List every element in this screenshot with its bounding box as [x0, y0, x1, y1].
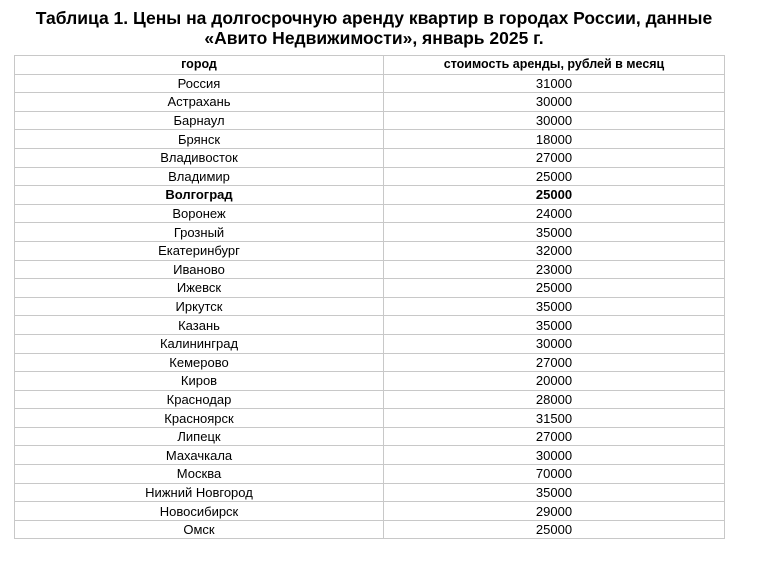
table-row: [15, 148, 725, 167]
price-cell: 32000: [384, 241, 725, 260]
price-cell: 23000: [384, 260, 725, 279]
table-row: [15, 223, 725, 242]
city-cell: Махачкала: [15, 446, 384, 465]
price-cell: 25000: [384, 279, 725, 298]
city-cell: Новосибирск: [15, 502, 384, 521]
table-row: [15, 167, 725, 186]
price-cell: 25000: [384, 520, 725, 539]
table-row: [15, 204, 725, 223]
table-row: [15, 316, 725, 335]
city-cell: Иркутск: [15, 297, 384, 316]
price-cell: 30000: [384, 334, 725, 353]
table-row: [15, 353, 725, 372]
table-row: [15, 446, 725, 465]
header-price: стоимость аренды, рублей в месяц: [384, 56, 725, 75]
price-cell: 27000: [384, 148, 725, 167]
city-cell: Астрахань: [15, 93, 384, 112]
table-row: [15, 297, 725, 316]
price-cell: 25000: [384, 167, 725, 186]
table-row: [15, 279, 725, 298]
city-cell: Россия: [15, 74, 384, 93]
city-cell: Барнаул: [15, 111, 384, 130]
table-row: [15, 111, 725, 130]
city-cell: Владивосток: [15, 148, 384, 167]
city-cell: Екатеринбург: [15, 241, 384, 260]
city-cell: Брянск: [15, 130, 384, 149]
city-cell: Киров: [15, 372, 384, 391]
price-cell: 35000: [384, 223, 725, 242]
city-cell: Нижний Новгород: [15, 483, 384, 502]
city-cell: Казань: [15, 316, 384, 335]
city-cell: Омск: [15, 520, 384, 539]
city-cell: Владимир: [15, 167, 384, 186]
price-cell: 70000: [384, 465, 725, 484]
price-cell: 30000: [384, 93, 725, 112]
price-cell: 27000: [384, 353, 725, 372]
table-row: [15, 502, 725, 521]
price-cell: 28000: [384, 390, 725, 409]
price-cell: 30000: [384, 446, 725, 465]
price-cell: 35000: [384, 297, 725, 316]
city-cell: Волгоград: [15, 186, 384, 205]
city-cell: Кемерово: [15, 353, 384, 372]
price-cell: 29000: [384, 502, 725, 521]
table-row: [15, 483, 725, 502]
table-row: [15, 465, 725, 484]
table-row: [15, 186, 725, 205]
city-cell: Ижевск: [15, 279, 384, 298]
price-cell: 20000: [384, 372, 725, 391]
price-cell: 35000: [384, 316, 725, 335]
price-cell: 24000: [384, 204, 725, 223]
city-cell: Липецк: [15, 427, 384, 446]
table-row: [15, 260, 725, 279]
table-row: [15, 409, 725, 428]
city-cell: Красноярск: [15, 409, 384, 428]
table-row: [15, 427, 725, 446]
table-header-row: [15, 56, 725, 75]
table-row: [15, 372, 725, 391]
table-row: [15, 390, 725, 409]
price-cell: 35000: [384, 483, 725, 502]
city-cell: Воронеж: [15, 204, 384, 223]
price-cell: 30000: [384, 111, 725, 130]
price-cell: 25000: [384, 186, 725, 205]
price-cell: 27000: [384, 427, 725, 446]
price-cell: 31500: [384, 409, 725, 428]
table-row: [15, 241, 725, 260]
rent-prices-table: [14, 55, 725, 539]
city-cell: Иваново: [15, 260, 384, 279]
table-row: [15, 520, 725, 539]
table-row: [15, 130, 725, 149]
table-row: [15, 93, 725, 112]
city-cell: Краснодар: [15, 390, 384, 409]
city-cell: Калининград: [15, 334, 384, 353]
header-city: город: [15, 56, 384, 75]
table-body: [15, 74, 725, 539]
city-cell: Грозный: [15, 223, 384, 242]
table-title: Таблица 1. Цены на долгосрочную аренду квартир в городах России, данные «Авито Недвижимости», январь 2025 г.: [35, 8, 713, 48]
city-cell: Москва: [15, 465, 384, 484]
table-row: [15, 334, 725, 353]
price-cell: 31000: [384, 74, 725, 93]
table-row: [15, 74, 725, 93]
price-cell: 18000: [384, 130, 725, 149]
